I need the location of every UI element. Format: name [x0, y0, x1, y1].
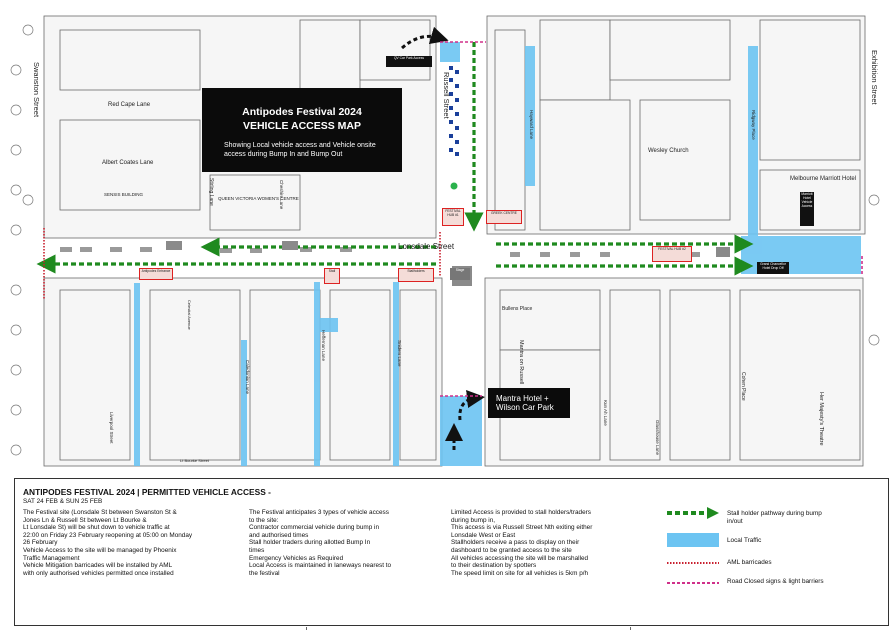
label-sniders: Sniders Lane: [397, 340, 402, 367]
map-subtitle: VEHICLE ACCESS MAP: [242, 120, 362, 132]
label-liverpool: Liverpool Street: [109, 412, 114, 444]
legend-aml: AML barricades: [727, 559, 772, 566]
label-heffernan: Heffernan Lane: [321, 330, 326, 361]
label-marriott-access: Marriott Hotel Vehicle Access: [800, 192, 814, 226]
label-stall-a: Antipodes Entrance: [139, 268, 173, 280]
map-title: Antipodes Festival 2024: [242, 106, 362, 118]
label-cheshire: Cheshire Lane: [279, 180, 284, 210]
legend-column-1: The Festival site (Lonsdale St between Swanston St & Jones Ln & Russell St between Lt Bourke & Lt Lonsdale St) will be shut down to vehicle traffic at 22:00 on Friday 23 February reopening at 05:00 on Monday 26 February Vehicle Access to the site will be managed by Phoenix Traffic Management Vehicle Mitigation barricades will be installed by AML with only authorised vehicles permitted once installed: [23, 509, 193, 577]
legend-stall-pathway: Stall holder pathway during bump in/out: [727, 510, 822, 525]
mantra-label-box: [488, 388, 570, 418]
legend-local-traffic: Local Traffic: [727, 537, 762, 544]
label-lt-bourke: Lt Bourke Street: [180, 458, 209, 463]
label-glasshouse: Glasshouse Lane: [655, 420, 660, 456]
label-bullens: Bullens Place: [502, 306, 533, 312]
label-festival-hub1: FESTIVAL HUB #1: [442, 208, 464, 226]
label-stall-c: Stallholders: [398, 268, 434, 282]
legend-panel: [14, 478, 889, 626]
street-exhibition: Exhibition Street: [870, 50, 879, 105]
street-russell: Russell Street: [442, 72, 451, 119]
map-description: Showing Local vehicle access and Vehicle onsite access during Bump In and Bump Out: [224, 142, 376, 158]
street-stirling: Stirling Lane: [208, 178, 214, 206]
map-title-box: [202, 88, 402, 172]
label-marriott: Melbourne Marriott Hotel: [790, 176, 857, 182]
legend-column-3: Limited Access is provided to stall holders/traders during bump in, This access is via Russell Street Nth exiting either Lonsdale West or East Stallholders receive a pass to display on their dashboard to be granted access to the site All vehicles accessing the site will be marshalled to their destination by spotters The speed limit on site for all vehicles is 5km p/h: [451, 509, 593, 577]
label-wesley: Wesley Church: [648, 148, 689, 154]
legend-column-2: The Festival anticipates 3 types of vehicle access to the site: Contractor commercial vehicle during bump in and authorised times Stall holder traders during allotted Bump In times Emergency Vehicles as Required Local Access is maintained in laneways nearest to the festival: [249, 509, 392, 577]
label-stage: Stage: [450, 268, 470, 280]
label-cohen: Cohen Place: [740, 372, 746, 401]
label-mantra-russell: Mantra on Russell: [518, 340, 524, 385]
label-stall-b: Stall: [324, 268, 340, 284]
first-aid-icon: [451, 183, 458, 190]
label-qv: QUEEN VICTORIA WOMEN'S CENTRE: [218, 196, 299, 201]
legend-date: SAT 24 FEB & SUN 25 FEB: [23, 498, 103, 505]
label-sensis: SENSIS BUILDING: [104, 192, 144, 197]
label-grand-chancellor: Grand Chancellor Hotel Drop Off: [757, 262, 789, 274]
label-her-majesty: Her Majesty's Theatre: [818, 392, 824, 446]
label-celestial: Celestial Avenue: [187, 300, 192, 330]
legend-road-closed: Road Closed signs & light barriers: [727, 578, 824, 585]
street-lonsdale: Lonsdale Street: [398, 242, 455, 251]
mantra-label: Mantra Hotel + Wilson Car Park: [496, 394, 554, 412]
label-car-park-access: QV Car Park Access: [386, 56, 432, 67]
label-kun: Kun Ah Lane: [603, 400, 608, 426]
street-albert-coates: Albert Coates Lane: [102, 160, 154, 166]
street-swanston: Swanston Street: [32, 62, 41, 118]
label-festival-hub2: FESTIVAL HUB #2: [652, 246, 692, 262]
street-red-cape: Red Cape Lane: [108, 102, 151, 108]
label-hayward: Hayward Lane: [529, 110, 534, 140]
label-greek-centre: GREEK CENTRE: [486, 210, 522, 224]
label-ridgway: Ridgway Place: [751, 110, 756, 140]
legend-title: ANTIPODES FESTIVAL 2024 | PERMITTED VEHICLE ACCESS -: [23, 487, 271, 497]
legend-symbols: [663, 505, 723, 595]
label-caledonian: Caledonian Lane: [245, 360, 250, 395]
